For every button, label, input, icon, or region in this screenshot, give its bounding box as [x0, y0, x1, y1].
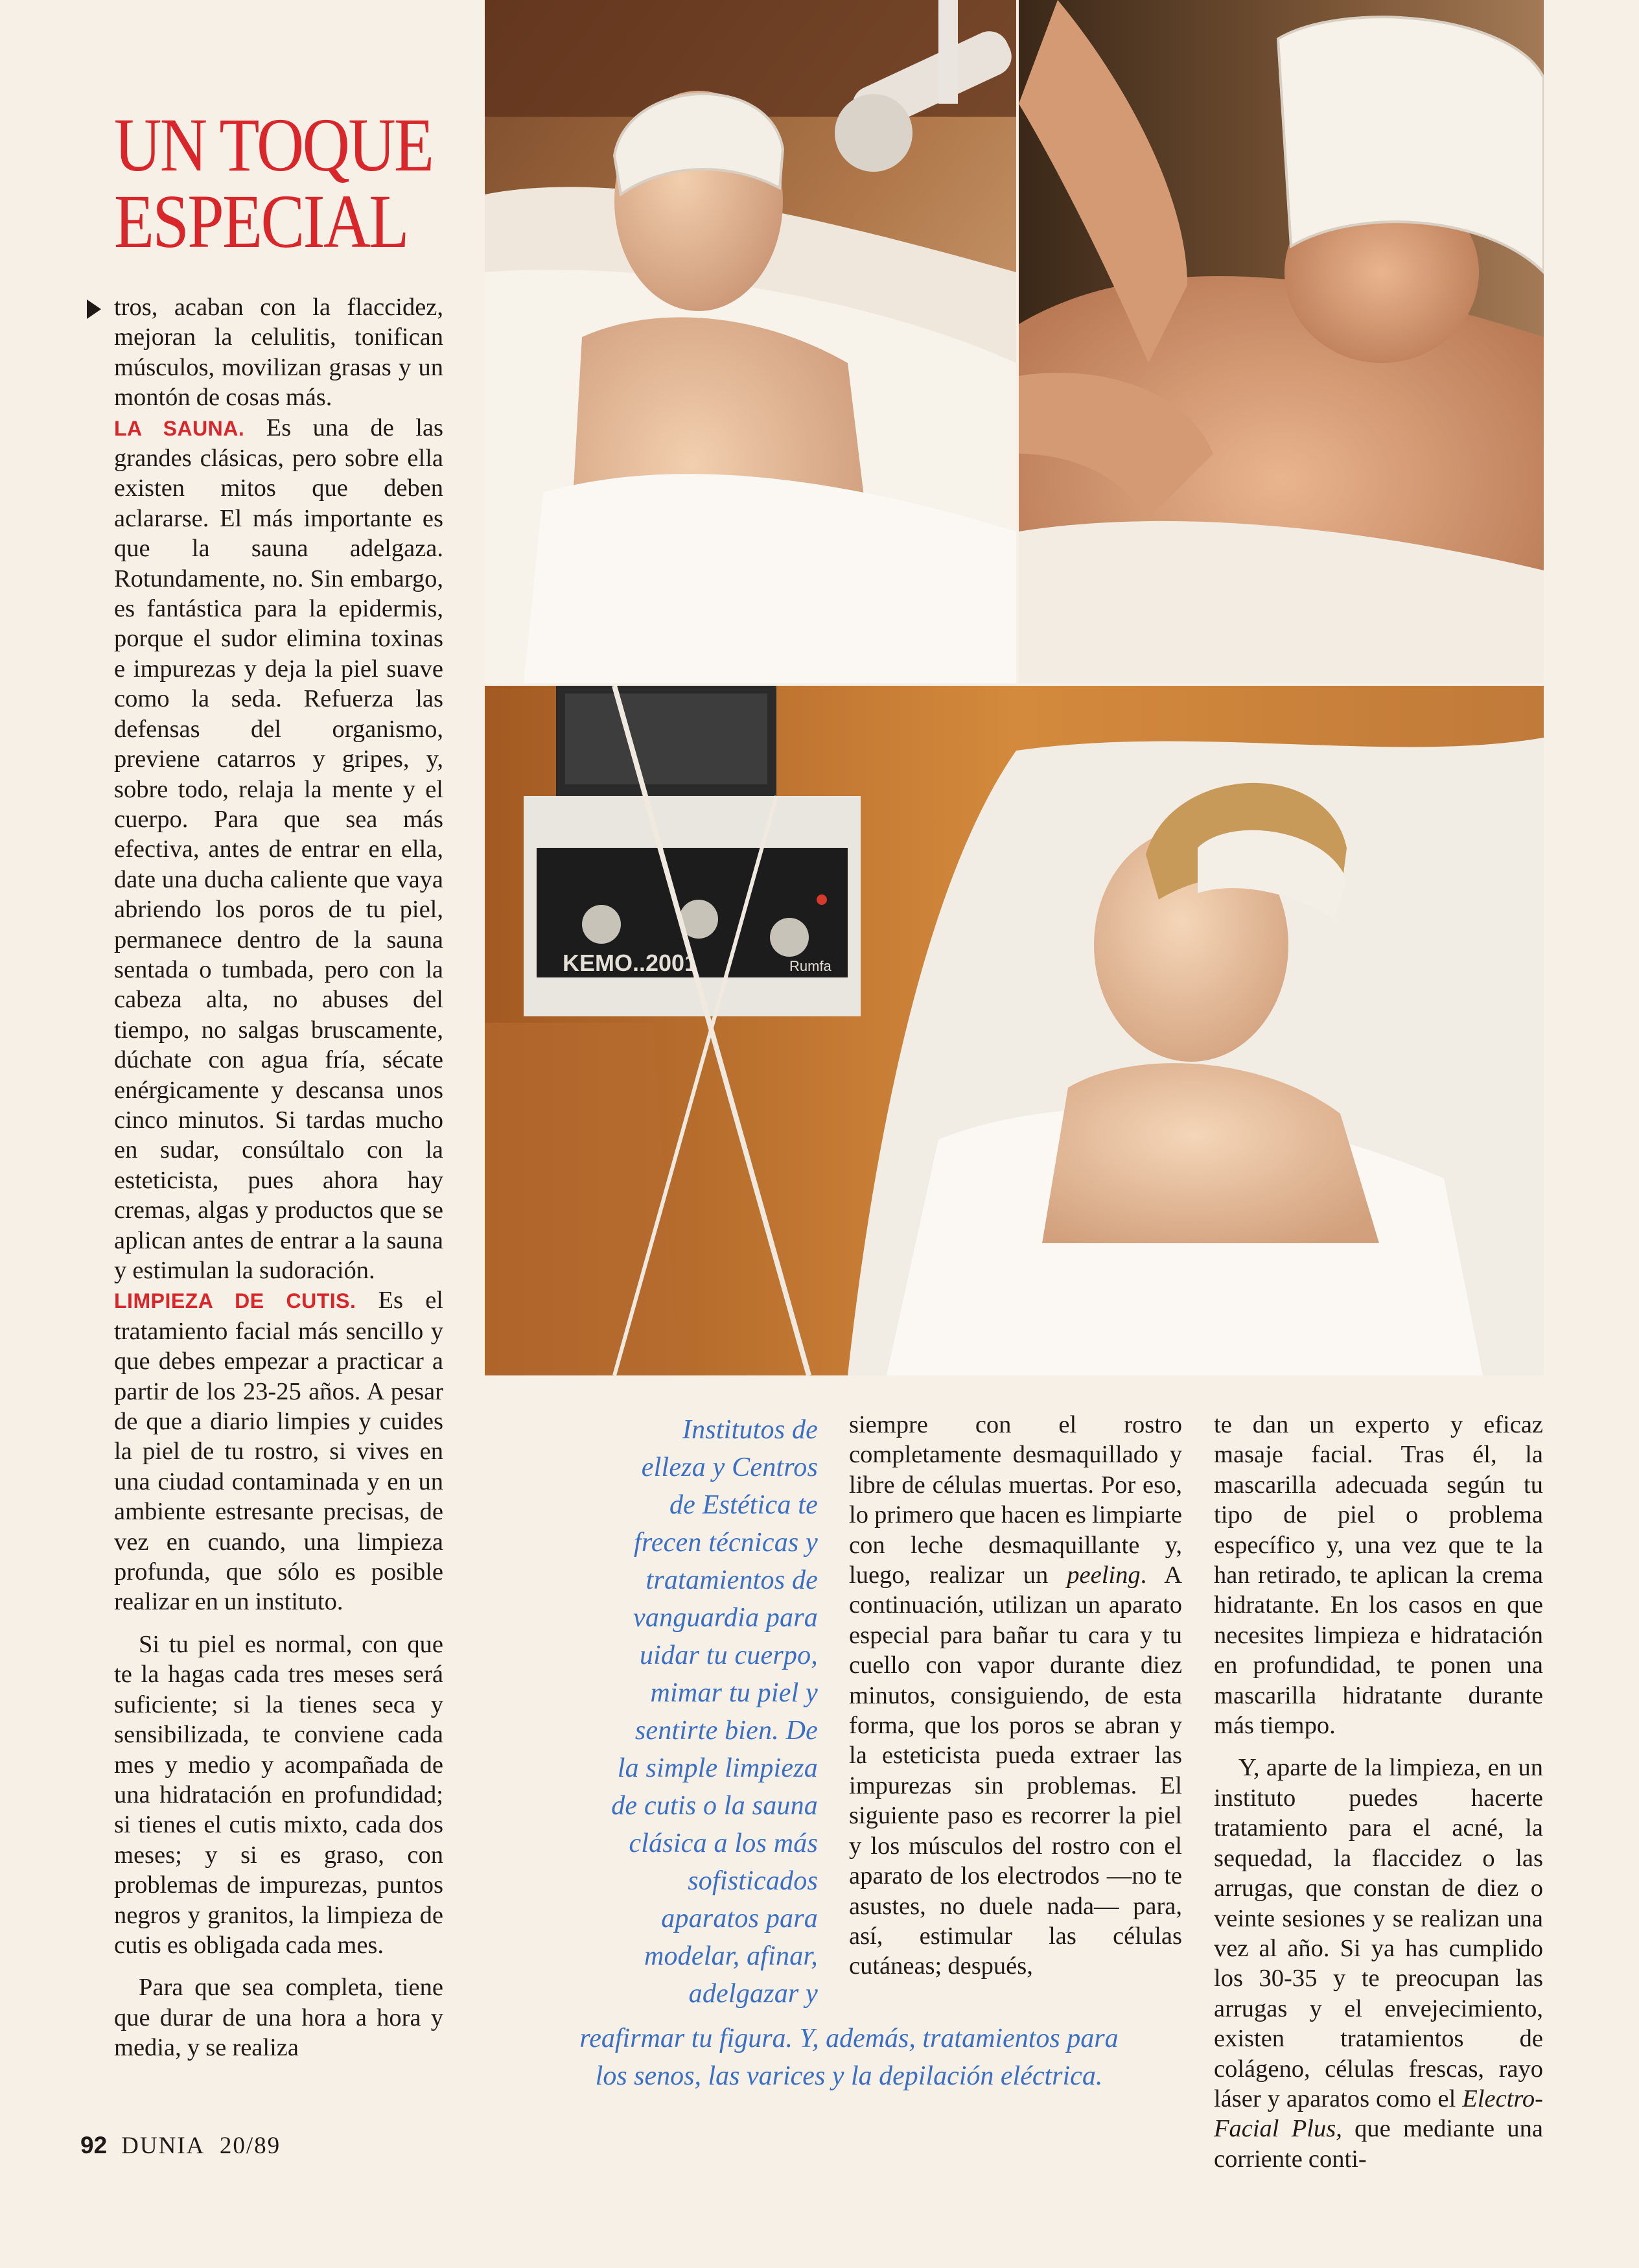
- right-para-1: te dan un experto y eficaz masaje facial. Tras él, la mascarilla adecuada según tu tipo de piel o problema específico y, una vez que te la han retirado, te aplican la crema hidratante. En los casos en que necesites limpieza e hidratación en profundidad, te ponen una mascarilla hidratante durante más tiempo.: [1214, 1411, 1543, 1740]
- callout-line: modelar, afinar,: [644, 1941, 818, 1971]
- title-line-1: UN TOQUE: [114, 102, 433, 187]
- issue-number: 20/89: [219, 2133, 281, 2159]
- callout-line: la simple limpieza: [617, 1753, 818, 1783]
- mid-text-before: siempre con el rostro completamente desmaquillado y libre de células muertas. Por eso, lo primero que hacen es limpiarte con leche desmaquillante y, luego, realizar un: [849, 1411, 1182, 1589]
- page-title: [114, 102, 433, 264]
- device-label: KEMO..2001: [563, 950, 698, 976]
- right-para-2: [1214, 1753, 1543, 2174]
- callout-line: de Estética te: [669, 1490, 818, 1520]
- callout-tail: [515, 2020, 1183, 2095]
- title-line-2: ESPECIAL: [114, 179, 408, 264]
- callout-line: de cutis o la sauna: [611, 1791, 818, 1821]
- page-footer: [80, 2132, 281, 2160]
- callout-line: uidar tu cuerpo,: [639, 1641, 818, 1670]
- limpieza-lead: LIMPIEZA DE CUTIS.: [114, 1289, 356, 1313]
- mid-para: [849, 1410, 1182, 1982]
- callout-line: Institutos de: [682, 1415, 818, 1445]
- left-opening: [114, 292, 443, 1617]
- left-para-2: Si tu piel es normal, con que te la hagas cada tres meses será suficiente; si la tienes seca y sensibilizada, te conviene cada mes y medio y acompañada de una hidratación en profundidad; si tienes el cutis mixto, cada dos meses; y si es graso, con problemas de impurezas, puntos negros y granitos, la limpieza de cutis es obligada cada mes.: [114, 1630, 443, 1959]
- device-brand: Rumfa: [789, 958, 831, 974]
- sauna-text: Es una de las grandes clásicas, pero sobre ella existen mitos que deben aclararse. El más importante es que la sauna adelgaza. Rotundamente, no. Sin embargo, es fantástica para la epidermis, porque el sudor elimina toxinas e impurezas y deja la piel suave como la seda. Refuerza las defensas del organismo, previene catarros y gripes, y, sobre todo, relaja la mente y el cuerpo. Para que sea más efectiva, antes de entrar en ella, date una ducha caliente que vaya abriendo los poros de tu piel, permanece dentro de la sauna sentada o tumbada, pero con la cabeza alta, no abuses del tiempo, no salgas bruscamente, dúchate con agua fría, sécate enérgicamente y descansa unos cinco minutos. Si tardas mucho en sudar, consúltalo con la esteticista, pues ahora hay cremas, algas y productos que se aplican antes de entrar a la sauna y estimulan la sudoración.: [114, 414, 444, 1284]
- callout-line: elleza y Centros: [641, 1453, 818, 1482]
- mid-text-after: . A continuación, utilizan un aparato especial para bañar tu cara y tu cuello con vapor durante diez minutos, consiguiendo, de esta forma, que los poros se abran y la esteticista pueda extraer las impurezas sin problemas. El siguiente paso es recorrer la piel y los músculos del rostro con el aparato de los electrodos —no te asustes, no duele nada— para, así, estimular las células cutáneas; después,: [849, 1561, 1182, 1980]
- callout-tail-line: los senos, las varices y la depilación eléctrica.: [595, 2061, 1103, 2091]
- left-column: [114, 292, 443, 2063]
- photo-electro-device: [485, 686, 1544, 1375]
- photo-back-massage: [1019, 0, 1544, 683]
- right-text-after: que mediante una corriente conti-: [1214, 2115, 1544, 2173]
- callout-line: sofisticados: [688, 1866, 818, 1896]
- right-column: [1214, 1410, 1543, 2174]
- mid-column: [849, 1410, 1182, 1982]
- page-number: 92: [80, 2132, 108, 2158]
- electro-facial-name: Electro-Facial Plus,: [1214, 2085, 1543, 2143]
- photo-facial-lamp: [485, 0, 1016, 683]
- opening-text: tros, acaban con la flaccidez, mejoran la celulitis, tonifican músculos, movilizan grasas y un montón de cosas más.: [114, 294, 443, 412]
- right-text-before: Y, aparte de la limpieza, en un instituto puedes hacerte tratamiento para el acné, la sequedad, la flaccidez o las arrugas, que constan de diez o veinte sesiones y se realizan una vez al año. Si ya has cumplido los 30-35 y te preocupan las arrugas y el envejecimiento, existen tratamientos de colágeno, células frescas, rayo láser y aparatos como el: [1214, 1754, 1543, 2112]
- callout-quote: [538, 1411, 818, 2013]
- callout-line: clásica a los más: [629, 1829, 818, 1858]
- callout-line: vanguardia para: [633, 1603, 818, 1633]
- callout-tail-line: reafirmar tu figura. Y, además, tratamientos para: [579, 2024, 1119, 2053]
- callout-line: frecen técnicas y: [633, 1528, 818, 1558]
- callout-line: sentirte bien. De: [634, 1716, 818, 1746]
- callout-line: mimar tu piel y: [650, 1678, 818, 1708]
- callout-line: adelgazar y: [688, 1979, 818, 2009]
- callout-line: tratamientos de: [645, 1565, 818, 1595]
- peeling-word: peeling: [1067, 1561, 1141, 1589]
- left-para-3: Para que sea completa, tiene que durar de una hora a hora y media, y se realiza: [114, 1974, 443, 2062]
- magazine-name: DUNIA: [121, 2133, 205, 2159]
- callout-line: aparatos para: [661, 1904, 818, 1934]
- sauna-lead: LA SAUNA.: [114, 416, 245, 440]
- limpieza-text: Es el tratamiento facial más sencillo y que debes empezar a practicar a partir de los 23-25 años. A pesar de que a diario limpies y cuides la piel de tu rostro, si vives en una ciudad contaminada y en un ambiente estresante precisas, de vez en cuando, una limpieza profunda, que sólo es posible realizar en un instituto.: [114, 1287, 443, 1616]
- continuation-arrow-icon: [87, 299, 101, 319]
